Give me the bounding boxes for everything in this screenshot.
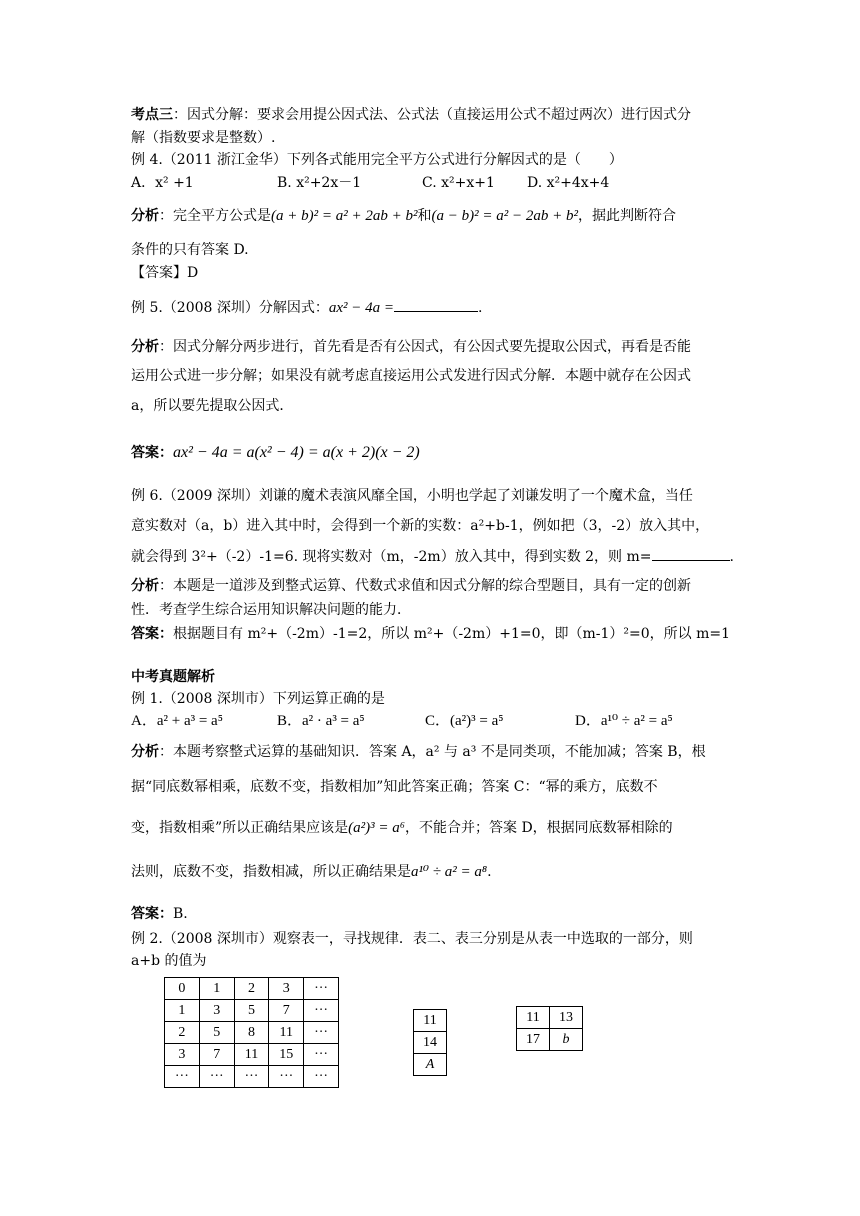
zk-opt-a: A．a² + a³ = a⁵ [131,713,223,729]
ex5-analysis-text1: ：因式分解分两步进行，首先看是否有公因式，有公因式要先提取公因式，再看是否能 [159,339,691,355]
table-row [517,1007,583,1029]
table-cell: ··· [304,1066,339,1088]
table-cell: 5 [234,1000,269,1022]
table-cell: 11 [517,1007,550,1029]
kd3-text1: ：因式分解：要求会用提公因式法、公式法（直接运用公式不超过两次）进行因式分 [173,107,691,123]
zk-ex2-line2: a+b 的值为 [131,953,207,969]
table-two [413,1009,447,1076]
zk-analysis-text1: ：本题考察整式运算的基础知识．答案 A，a² 与 a³ 不是同类项，不能加减；答案 B，根 [159,744,706,760]
ex4-analysis-tail: ，据此判断符合 [577,208,676,224]
table-cell: 5 [199,1022,234,1044]
kd3-line2: 解（指数要求是整数）. [131,130,276,146]
table-cell: 13 [550,1007,583,1029]
table-cell: ··· [304,1022,339,1044]
zk-answer [131,904,188,924]
zk-analysis-text3b: ，不能合并；答案 D，根据同底数幂相除的 [405,820,673,836]
table-cell: ··· [269,1066,304,1088]
kd3-title: 考点三 [131,107,173,123]
zk-ex1-stem: 例 1.（2008 深圳市）下列运算正确的是 [131,691,385,707]
ex6-line2: 意实数对（a，b）进入其中时，会得到一个新的实数：a²+b-1，例如把（3，-2）放入其中， [131,518,710,534]
zk-analysis-text4a: 法则，底数不变，指数相减，所以正确结果是 [131,864,411,880]
table-cell: A [414,1054,447,1076]
ex6-line3-text: 就会得到 3²+（-2）-1=6. 现将实数对（m，-2m）放入其中，得到实数 2，则 m= [131,549,652,565]
table-cell: 2 [165,1022,200,1044]
zk-opt-d: D．a¹⁰ ÷ a² = a⁵ [575,713,673,729]
zk-ex1-options [131,711,673,731]
analysis-label: 分析 [131,208,159,224]
zk-analysis-line1 [131,742,706,762]
table-cell: 11 [269,1022,304,1044]
ex5-analysis-line3: a，所以要先提取公因式． [131,398,294,414]
zk-division-expression: a¹⁰ ÷ a² = a⁸ [411,864,488,880]
table-cell: 3 [199,1000,234,1022]
table-cell: 8 [234,1022,269,1044]
ex6-answer-blank [652,546,730,561]
table-cell: b [550,1029,583,1051]
ex5-stem-text: 例 5.（2008 深圳）分解因式： [131,300,329,316]
answer-label: 答案： [131,445,173,461]
table-cell: 11 [234,1044,269,1066]
table-cell: 1 [199,978,234,1000]
table-cell: 1 [165,1000,200,1022]
table-cell: ··· [234,1066,269,1088]
kd3-line1 [131,105,691,125]
ex5-end: . [478,300,483,316]
ex5-analysis-line2: 运用公式进一步分解；如果没有就考虑直接运用公式发进行因式分解．本题中就存在公因式 [131,368,691,384]
zk-opt-b: B．a² · a³ = a⁵ [277,713,365,729]
table-cell: 11 [414,1010,447,1032]
zk-analysis-line2: 据“同底数幂相乘，底数不变，指数相加”知此答案正确；答案 C：“幂的乘方，底数不 [131,779,658,795]
ex5-expression: ax² − 4a = [328,300,395,316]
ex4-opt-d: D. x²+4x+4 [527,175,610,191]
analysis-label: 分析 [131,578,159,594]
table-row [165,1000,339,1022]
ex4-answer: 【答案】D [131,265,199,281]
zk-analysis-text4b: . [487,864,492,880]
table-row [414,1032,447,1054]
ex5-answer [131,443,420,463]
table-row [165,1044,339,1066]
ex6-line1: 例 6.（2009 深圳）刘谦的魔术表演风靡全国，小明也学起了刘谦发明了一个魔术盒，当任 [131,488,693,504]
table-cell: 3 [165,1044,200,1066]
table-cell: 7 [199,1044,234,1066]
table-cell: 0 [165,978,200,1000]
table-cell: ··· [165,1066,200,1088]
ex6-line3 [131,546,734,567]
section-title-zhongkao: 中考真题解析 [131,669,215,685]
ex4-analysis-line2: 条件的只有答案 D. [131,242,249,258]
zk-ex2-line1: 例 2.（2008 深圳市）观察表一，寻找规律．表二、表三分别是从表一中选取的一部分，则 [131,931,693,947]
table-row [517,1029,583,1051]
table-cell: 3 [269,978,304,1000]
ex4-options [131,173,609,193]
table-cell: 17 [517,1029,550,1051]
analysis-label: 分析 [131,744,159,760]
zk-analysis-line3 [131,818,673,838]
table-cell: ··· [304,1000,339,1022]
zk-analysis-text3a: 变，指数相乘”所以正确结果应该是 [131,820,349,836]
table-three [516,1006,583,1051]
table-cell: 2 [234,978,269,1000]
table-cell: ··· [304,1044,339,1066]
zk-answer-text: B. [173,906,188,922]
table-cell: 15 [269,1044,304,1066]
zk-power-expression: (a²)³ = a⁶ [348,820,405,836]
table-row [414,1054,447,1076]
table-cell: 14 [414,1032,447,1054]
ex5-analysis-line1 [131,337,691,357]
formula-square-diff: (a − b)² = a² − 2ab + b² [431,208,578,224]
ex6-analysis-line1 [131,576,691,596]
ex4-opt-c: C. x²+x+1 [422,175,495,191]
ex6-analysis-text1: ：本题是一道涉及到整式运算、代数式求值和因式分解的综合型题目，具有一定的创新 [159,578,691,594]
ex4-analysis-text: ：完全平方公式是 [159,208,271,224]
table-row [165,978,339,1000]
zk-opt-c: C．(a²)³ = a⁵ [425,713,504,729]
formula-square-sum: (a + b)² = a² + 2ab + b² [271,208,418,224]
ex6-answer [131,624,730,644]
ex4-opt-a: A．x² +1 [131,175,194,191]
table-row [414,1010,447,1032]
ex6-line3-end: . [729,549,734,565]
table-row [165,1066,339,1088]
ex5-answer-blank [394,297,478,312]
table-cell: ··· [199,1066,234,1088]
table-one [164,977,339,1088]
ex6-answer-text: 根据题目有 m²+（-2m）-1=2，所以 m²+（-2m）+1=0，即（m-1）²=0，所以 m=1 [173,626,731,642]
table-row [165,1022,339,1044]
ex4-analysis-line1 [131,206,676,226]
table-cell: 7 [269,1000,304,1022]
zk-analysis-line4 [131,862,492,882]
answer-label: 答案： [131,626,173,642]
table-cell: ··· [304,978,339,1000]
answer-label: 答案： [131,906,173,922]
ex5-stem [131,297,483,318]
ex4-and: 和 [417,208,432,224]
ex4-stem: 例 4.（2011 浙江金华）下列各式能用完全平方公式进行分解因式的是（ ） [131,152,623,168]
ex6-analysis-line2: 性．考查学生综合运用知识解决问题的能力． [131,602,411,618]
ex4-opt-b: B. x²+2x－1 [277,175,362,191]
ex5-answer-expression: ax² − 4a = a(x² − 4) = a(x + 2)(x − 2) [173,444,420,461]
analysis-label: 分析 [131,339,159,355]
